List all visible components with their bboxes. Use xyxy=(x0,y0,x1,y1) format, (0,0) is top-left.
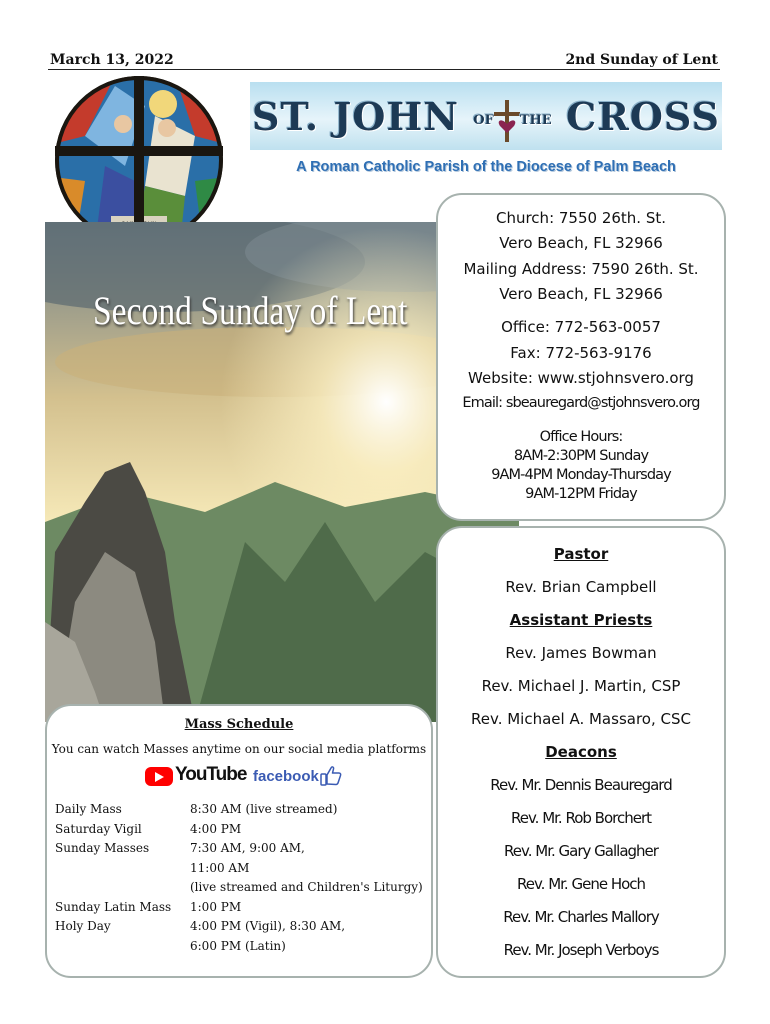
stained-glass-window-image xyxy=(45,76,233,244)
email-link[interactable]: Email: sbeauregard@stjohnsvero.org xyxy=(462,395,700,411)
schedule-label: Daily Mass xyxy=(55,802,122,816)
mass-schedule-intro: You can watch Masses anytime on our social media platforms xyxy=(51,742,427,756)
assistant-priest-name: Rev. Michael J. Martin, CSP xyxy=(481,677,681,695)
facebook-logo-text: facebook xyxy=(253,768,319,785)
schedule-time: 4:00 PM xyxy=(190,821,242,836)
website-link[interactable]: Website: www.stjohnsvero.org xyxy=(468,369,694,387)
schedule-time: 7:30 AM, 9:00 AM, xyxy=(190,841,305,855)
parish-tagline: A Roman Catholic Parish of the Diocese of Palm Beach xyxy=(296,159,676,175)
parish-name-cross: CROSS xyxy=(565,94,720,139)
parish-banner xyxy=(250,82,722,150)
parish-name-the: THE xyxy=(519,113,552,128)
deacon-name: Rev. Mr. Joseph Verboys xyxy=(503,941,659,959)
parish-name-of: OF xyxy=(473,113,494,128)
cross-heart-icon xyxy=(494,100,520,142)
schedule-time: 4:00 PM (Vigil), 8:30 AM, xyxy=(190,919,346,933)
deacon-name: Rev. Mr. Gene Hoch xyxy=(516,875,646,893)
schedule-label: Holy Day xyxy=(55,919,111,933)
youtube-play-icon xyxy=(145,767,173,786)
church-address-line1: Church: 7550 26th. St. xyxy=(495,209,667,227)
church-address-line2: Vero Beach, FL 32966 xyxy=(499,234,663,252)
deacon-name: Rev. Mr. Gary Gallagher xyxy=(504,842,658,860)
mailing-address-line2: Vero Beach, FL 32966 xyxy=(499,285,663,303)
office-phone: Office: 772-563-0057 xyxy=(501,318,661,336)
schedule-time: 1:00 PM xyxy=(190,899,242,914)
office-hours-line: 9AM-12PM Friday xyxy=(525,486,637,502)
facebook-link[interactable] xyxy=(253,768,349,790)
assistant-priests-heading: Assistant Priests xyxy=(509,611,653,629)
youtube-link[interactable] xyxy=(145,764,247,788)
photo-title: Second Sunday of Lent xyxy=(93,288,408,333)
office-hours-line: 9AM-4PM Monday-Thursday xyxy=(491,467,671,483)
mass-schedule-title: Mass Schedule xyxy=(184,717,294,732)
schedule-time: 8:30 AM (live streamed) xyxy=(190,802,338,816)
schedule-label: Sunday Masses xyxy=(55,841,150,855)
thumbs-up-icon xyxy=(319,764,343,788)
bulletin-date: March 13, 2022 xyxy=(50,52,174,68)
assistant-priest-name: Rev. James Bowman xyxy=(505,644,657,662)
liturgical-day: 2nd Sunday of Lent xyxy=(565,52,718,68)
schedule-time: (live streamed and Children's Liturgy) xyxy=(190,880,423,894)
parish-name-st-john: ST. JOHN xyxy=(252,94,460,139)
schedule-time: 11:00 AM xyxy=(190,860,250,875)
assistant-priest-name: Rev. Michael A. Massaro, CSC xyxy=(471,710,691,728)
header-rule xyxy=(48,69,720,70)
schedule-label: Sunday Latin Mass xyxy=(55,899,172,914)
schedule-time: 6:00 PM (Latin) xyxy=(190,938,286,953)
mailing-address-line1: Mailing Address: 7590 26th. St. xyxy=(463,260,699,278)
office-hours-title: Office Hours: xyxy=(539,429,623,445)
pastor-name: Rev. Brian Campbell xyxy=(505,578,657,596)
mass-schedule-box xyxy=(45,704,433,978)
deacon-name: Rev. Mr. Dennis Beauregard xyxy=(490,776,672,794)
parish-name xyxy=(250,94,722,142)
pastor-heading: Pastor xyxy=(553,545,609,563)
deacon-name: Rev. Mr. Rob Borchert xyxy=(510,809,652,827)
contact-info-box xyxy=(436,193,726,521)
schedule-label: Saturday Vigil xyxy=(55,821,142,836)
clergy-box xyxy=(436,526,726,978)
office-hours-line: 8AM-2:30PM Sunday xyxy=(513,448,649,464)
deacon-name: Rev. Mr. Charles Mallory xyxy=(503,908,659,926)
youtube-logo-text: YouTube xyxy=(175,764,247,785)
fax-number: Fax: 772-563-9176 xyxy=(510,344,652,362)
deacons-heading: Deacons xyxy=(545,743,617,761)
